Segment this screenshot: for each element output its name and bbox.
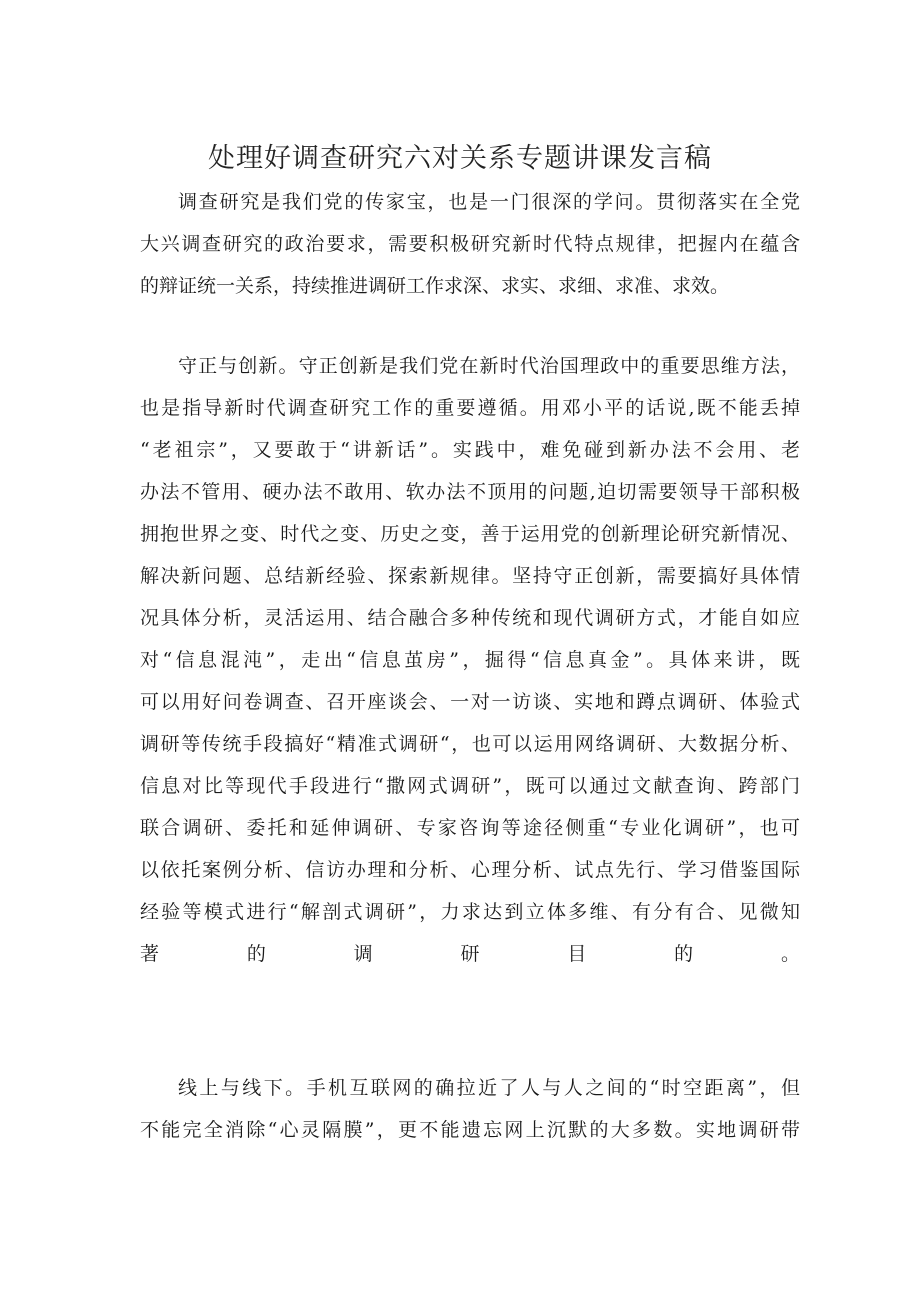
paragraph-line: 的辩证统一关系，持续推进调研工作求深、求实、求细、求准、求效。 — [140, 275, 730, 297]
paragraph-line: 以依托案例分析、信访办理和分析、心理分析、试点先行、学习借鉴国际 — [140, 859, 800, 881]
paragraph-line: 调研等传统手段搞好“精准式调研“，也可以运用网络调研、大数据分析、 — [140, 733, 800, 755]
paragraph-line: 拥抱世界之变、时代之变、历史之变，善于运用党的创新理论研究新情况、 — [140, 523, 800, 545]
paragraph-line: 信息对比等现代手段进行“撒网式调研”，既可以通过文献查询、跨部门 — [140, 775, 800, 797]
paragraph-line: 大兴调查研究的政治要求，需要积极研究新时代特点规律，把握内在蕴含 — [140, 233, 800, 255]
paragraph-line: 办法不管用、硬办法不敢用、软办法不顶用的问题,迫切需要领导干部积极 — [140, 481, 800, 503]
paragraph-line: 守正与创新。守正创新是我们党在新时代治国理政中的重要思维方法， — [178, 355, 800, 377]
paragraph-line: 不能完全消除“心灵隔膜”，更不能遗忘网上沉默的大多数。实地调研带 — [140, 1119, 800, 1141]
paragraph-line: 线上与线下。手机互联网的确拉近了人与人之间的“时空距离”，但 — [178, 1077, 800, 1099]
paragraph-online-offline — [140, 1067, 800, 1151]
paragraph-line — [140, 1017, 800, 1059]
paragraph-line: 解决新问题、总结新经验、探索新规律。坚持守正创新，需要搞好具体情 — [140, 565, 800, 587]
paragraph-line: 也是指导新时代调查研究工作的重要遵循。用邓小平的话说,既不能丢掉 — [140, 397, 800, 419]
paragraph-line — [140, 975, 800, 1017]
paragraph-line: 况具体分析，灵活运用、结合融合多种传统和现代调研方式，才能自如应 — [140, 607, 800, 629]
document-title: 处理好调查研究六对关系专题讲课发言稿 — [208, 143, 712, 174]
paragraph-innovation — [140, 345, 800, 1059]
paragraph-line: 对“信息混沌”，走出“信息茧房”，掘得“信息真金”。具体来讲，既 — [140, 649, 800, 671]
paragraph-line: “老祖宗”，又要敢于“讲新话”。实践中，难免碰到新办法不会用、老 — [140, 439, 800, 461]
paragraph-line: 联合调研、委托和延伸调研、专家咨询等途径侧重“专业化调研”，也可 — [140, 817, 800, 839]
paragraph-line: 调查研究是我们党的传家宝，也是一门很深的学问。贯彻落实在全党 — [178, 191, 800, 213]
paragraph-line: 经验等模式进行“解剖式调研”，力求达到立体多维、有分有合、见微知 — [140, 901, 800, 923]
paragraph-line: 可以用好问卷调查、召开座谈会、一对一访谈、实地和蹲点调研、体验式 — [140, 691, 800, 713]
paragraph-line: 著的调研目的。 — [140, 943, 800, 965]
paragraph-intro — [140, 181, 800, 307]
